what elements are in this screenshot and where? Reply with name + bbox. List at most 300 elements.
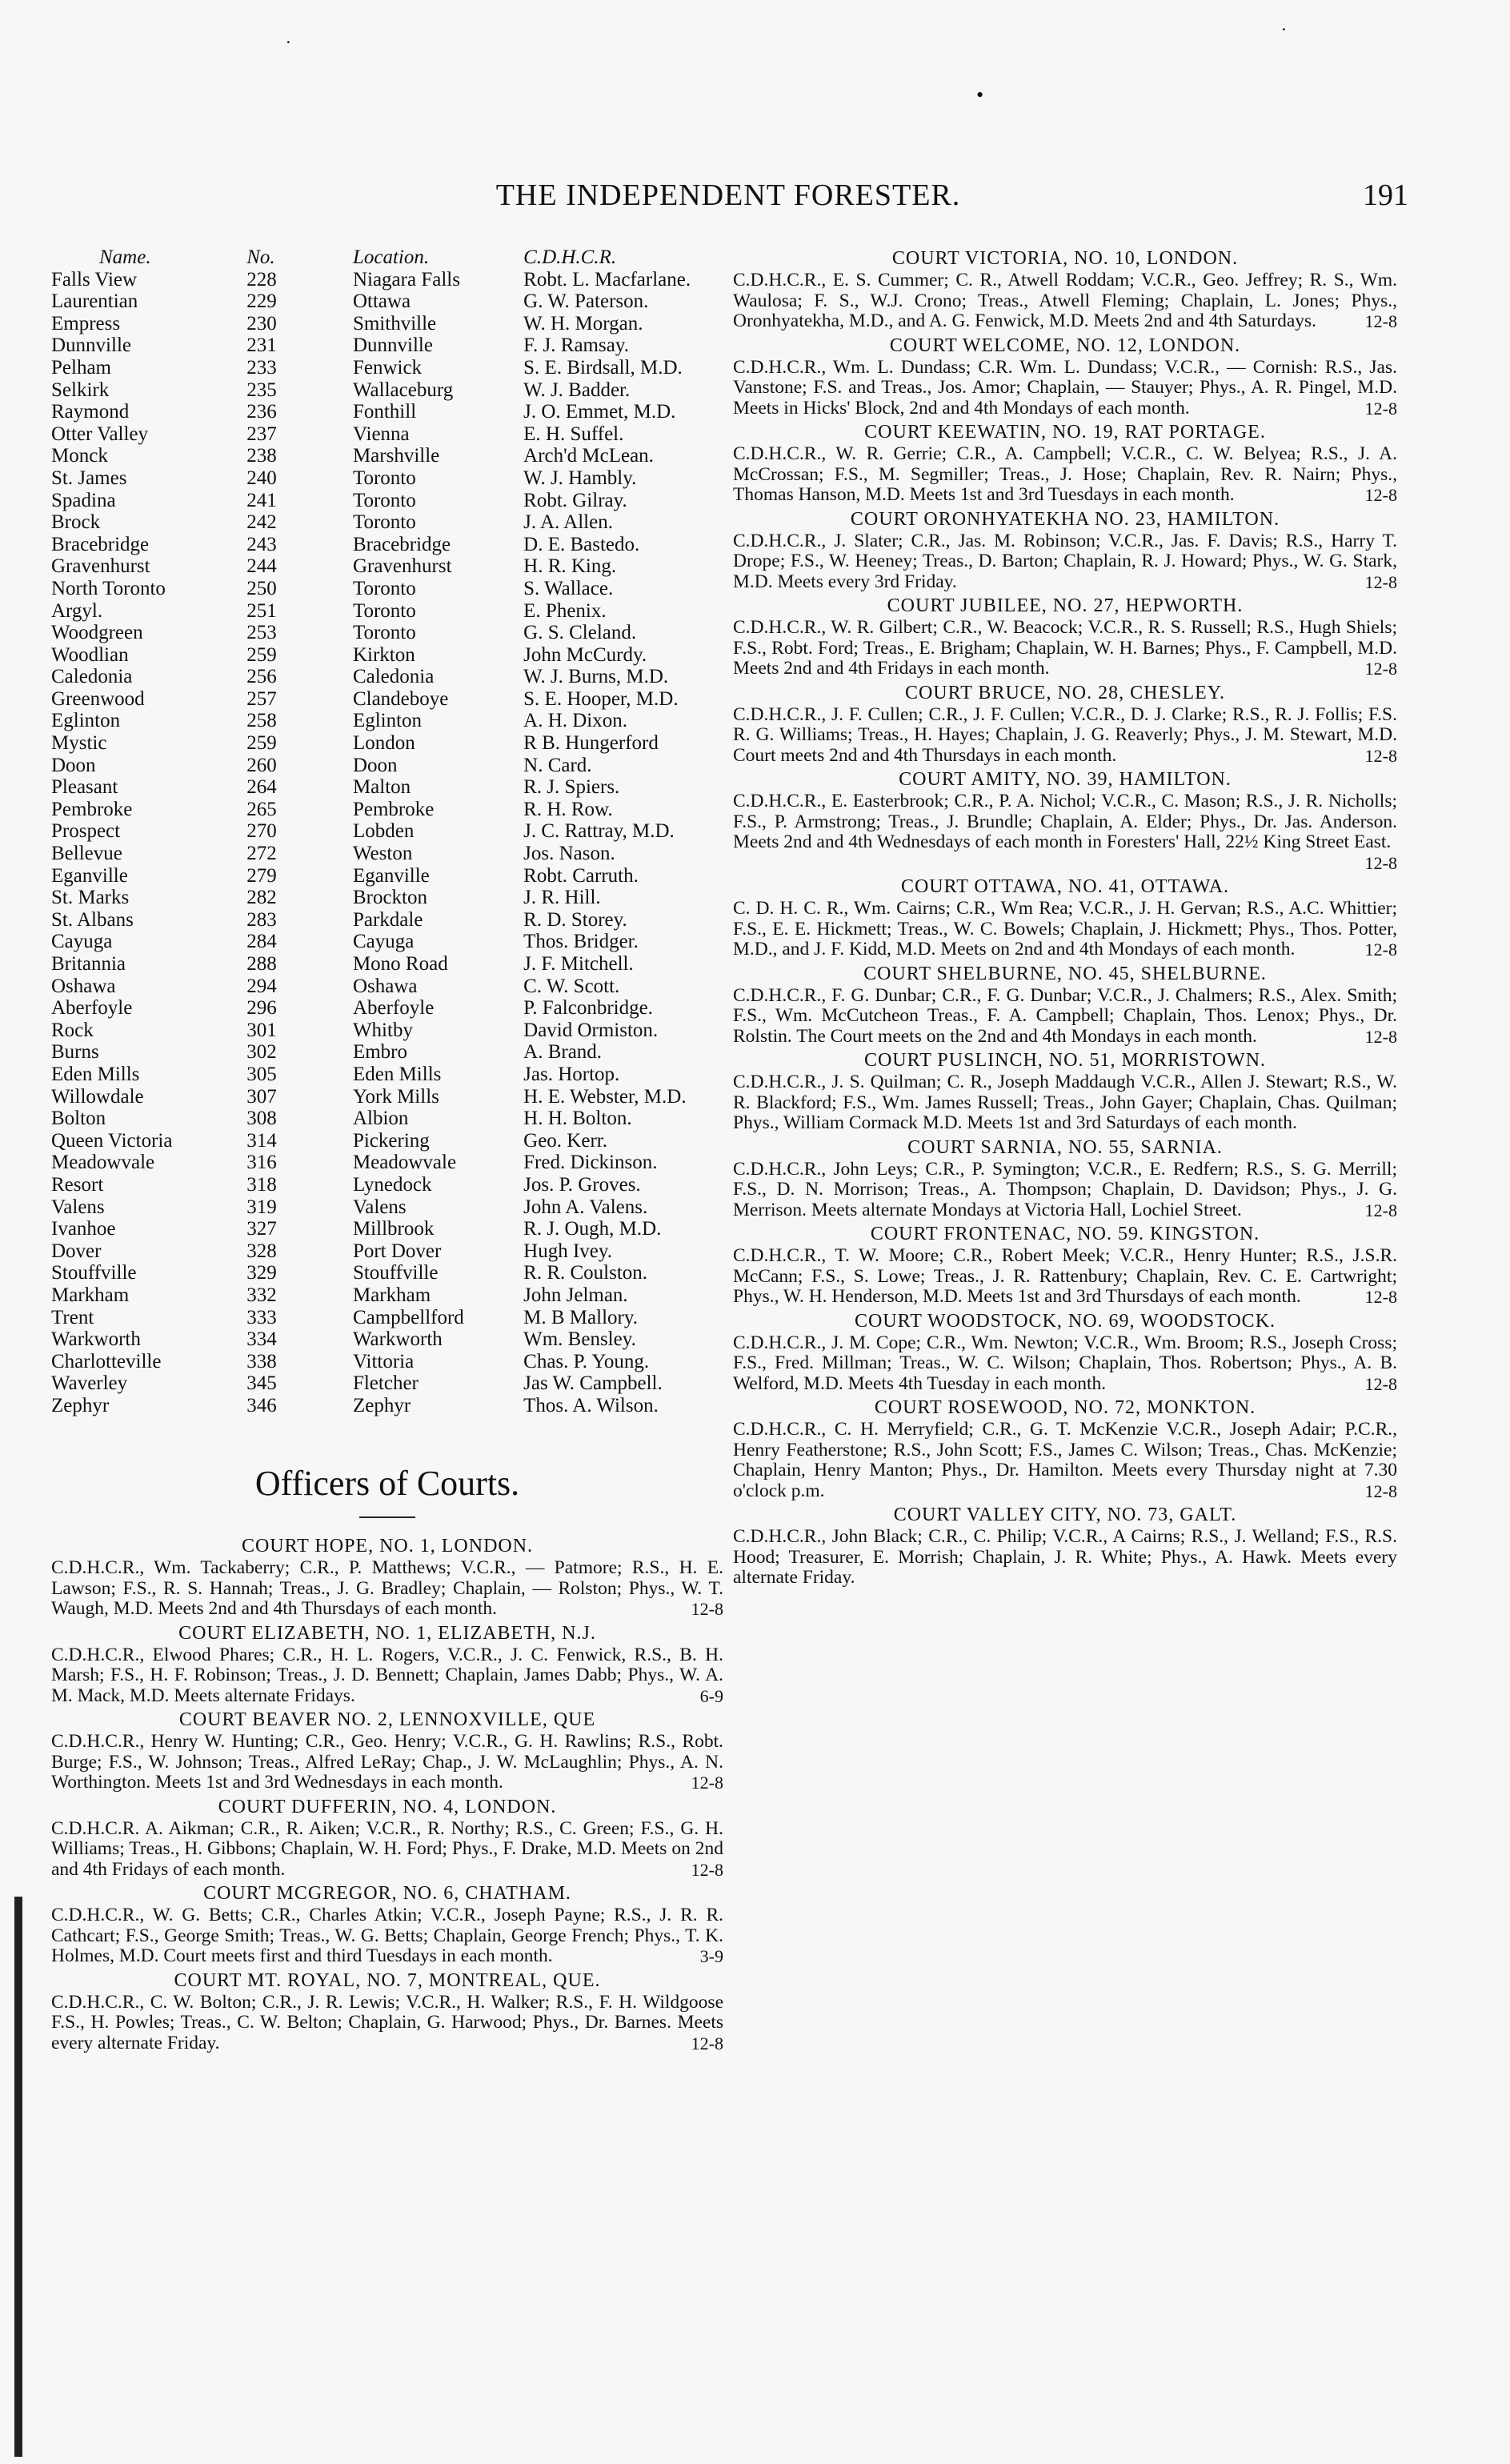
court-location: Toronto	[352, 577, 416, 599]
court-code: 12-8	[691, 1773, 723, 1793]
table-row	[51, 1240, 723, 1263]
speck-mark: •	[976, 83, 984, 106]
court-cdhcr: C. W. Scott.	[523, 975, 620, 997]
court-name: Waverley	[51, 1372, 128, 1395]
court-number: 260	[246, 754, 277, 776]
right-court-list	[733, 246, 1397, 1589]
court-code: 12-8	[1364, 571, 1397, 592]
court-entry	[733, 1396, 1397, 1501]
court-number: 257	[246, 687, 277, 710]
table-row	[51, 555, 723, 578]
court-cdhcr: Robt. L. Macfarlane.	[523, 268, 691, 290]
court-location: London	[352, 732, 415, 755]
court-cdhcr: R. J. Spiers.	[523, 776, 620, 799]
table-row	[51, 1064, 723, 1086]
court-officers-text	[733, 791, 1397, 873]
court-body: C. D. H. C. R., Wm. Cairns; C.R., Wm Rea; V.C.R., J. H. Gervan; R.S., A.C. Whittier; F.S., E. E. Hickmett; Treas., W. C. Bowels; Chaplain, J. Hickmett; Phys., Thos. Potter, M.D., and J. F. Kidd, M.D. Meets on 2nd and 4th Mondays of each month.	[733, 898, 1397, 960]
officers-heading: Officers of Courts.	[254, 1464, 520, 1504]
court-name: Markham	[51, 1284, 130, 1306]
court-cdhcr: S. Wallace.	[523, 577, 614, 599]
column-header-location: Location.	[352, 246, 430, 268]
court-location: Markham	[352, 1284, 431, 1306]
court-number: 235	[246, 379, 277, 401]
court-number: 327	[246, 1218, 277, 1240]
court-number: 333	[246, 1306, 277, 1328]
table-row	[51, 1196, 723, 1219]
court-number: 243	[246, 533, 277, 555]
court-location: Clandeboye	[352, 687, 449, 710]
table-row	[51, 953, 723, 976]
court-number: 301	[246, 1019, 277, 1041]
table-row	[51, 931, 723, 953]
court-officers-text	[733, 1527, 1397, 1589]
court-officers-text	[733, 444, 1397, 506]
court-number: 242	[246, 511, 277, 534]
court-location: Niagara Falls	[352, 268, 460, 290]
court-number: 334	[246, 1328, 277, 1351]
table-row	[51, 1108, 723, 1130]
court-number: 238	[246, 445, 277, 467]
court-entry	[733, 962, 1397, 1048]
court-heading: COURT OTTAWA, NO. 41, OTTAWA.	[900, 876, 1230, 897]
court-entry	[51, 1881, 723, 1967]
court-location: Albion	[352, 1108, 409, 1130]
court-officers-text	[51, 1645, 723, 1707]
court-cdhcr: R. H. Row.	[523, 798, 613, 820]
court-location: Warkworth	[352, 1328, 443, 1351]
court-number: 328	[246, 1240, 277, 1262]
court-number: 308	[246, 1108, 277, 1130]
court-cdhcr: W. H. Morgan.	[523, 312, 643, 335]
column-header-number: No.	[246, 246, 275, 268]
court-location: Whitby	[352, 1019, 413, 1041]
table-row	[51, 401, 723, 423]
court-number: 270	[246, 820, 277, 843]
court-location: Millbrook	[352, 1218, 435, 1240]
court-officers-text	[733, 1160, 1397, 1221]
court-location: Eden Mills	[352, 1063, 442, 1085]
column-header-name: Name.	[99, 246, 151, 268]
court-location: Port Dover	[352, 1240, 442, 1262]
court-number: 250	[246, 577, 277, 599]
court-name: Pelham	[51, 356, 111, 379]
court-location: Wallaceburg	[352, 379, 454, 401]
court-cdhcr: Hugh Ivey.	[523, 1240, 612, 1262]
court-cdhcr: S. E. Birdsall, M.D.	[523, 356, 683, 379]
court-code: 12-8	[691, 1599, 723, 1620]
court-number: 231	[246, 335, 277, 357]
court-heading: COURT ELIZABETH, NO. 1, ELIZABETH, N.J.	[178, 1622, 596, 1644]
court-cdhcr: Robt. Gilray.	[523, 489, 627, 511]
court-location: Fonthill	[352, 401, 417, 423]
court-number: 307	[246, 1085, 277, 1108]
court-cdhcr: W. J. Burns, M.D.	[523, 666, 669, 688]
court-cdhcr: W. J. Badder.	[523, 379, 631, 401]
court-cdhcr: Fred. Dickinson.	[523, 1152, 658, 1174]
court-number: 264	[246, 776, 277, 799]
table-row	[51, 467, 723, 490]
court-cdhcr: John A. Valens.	[523, 1196, 648, 1218]
binding-edge-shadow	[14, 1897, 22, 2457]
heading-rule	[359, 1516, 415, 1518]
court-name: Meadowvale	[51, 1152, 155, 1174]
table-row	[51, 534, 723, 556]
court-officers-text	[51, 1993, 723, 2054]
court-entry	[733, 1048, 1397, 1134]
court-entry	[733, 334, 1397, 419]
court-cdhcr: A. H. Dixon.	[523, 710, 627, 732]
court-directory-table	[51, 246, 723, 1416]
court-entry	[733, 594, 1397, 679]
court-location: Toronto	[352, 489, 416, 511]
court-location: Toronto	[352, 622, 416, 644]
court-name: Pleasant	[51, 776, 118, 799]
court-number: 228	[246, 268, 277, 290]
court-name: Resort	[51, 1173, 104, 1196]
court-name: St. Albans	[51, 908, 134, 931]
court-code: 12-8	[1364, 1480, 1397, 1501]
table-row	[51, 600, 723, 623]
court-name: North Toronto	[51, 577, 166, 599]
court-body: C.D.H.C.R., J. M. Cope; C.R., Wm. Newton; V.C.R., Wm. Broom; R.S., Joseph Cross; F.S., Fred. Millman; Treas., W. C. Wilson; Chaplain, Thos. Robertson; Phys., A. B. Welford, M.D. Meets 4th Tuesday in each month.	[733, 1332, 1397, 1394]
court-name: Selkirk	[51, 379, 110, 401]
court-number: 251	[246, 599, 277, 622]
court-number: 346	[246, 1394, 277, 1416]
court-cdhcr: H. H. Bolton.	[523, 1108, 632, 1130]
table-row	[51, 865, 723, 887]
court-name: Eden Mills	[51, 1063, 140, 1085]
court-name: Stouffville	[51, 1262, 137, 1284]
court-cdhcr: J. O. Emmet, M.D.	[523, 401, 676, 423]
court-location: Lynedock	[352, 1173, 432, 1196]
court-location: Mono Road	[352, 953, 448, 975]
court-location: Eganville	[352, 864, 430, 887]
court-number: 241	[246, 489, 277, 511]
table-row	[51, 776, 723, 799]
court-location: Doon	[352, 754, 398, 776]
table-row	[51, 313, 723, 335]
court-heading: COURT DUFFERIN, NO. 4, LONDON.	[218, 1796, 557, 1817]
court-location: Stouffville	[352, 1262, 439, 1284]
court-number: 318	[246, 1173, 277, 1196]
court-officers-text	[733, 1420, 1397, 1501]
court-cdhcr: D. E. Bastedo.	[523, 533, 640, 555]
court-location: Zephyr	[352, 1394, 411, 1416]
court-name: Laurentian	[51, 290, 138, 313]
court-name: Gravenhurst	[51, 555, 150, 578]
table-row	[51, 820, 723, 843]
table-row	[51, 578, 723, 600]
court-location: Vittoria	[352, 1350, 415, 1372]
court-name: Pembroke	[51, 798, 133, 820]
court-name: Argyl.	[51, 599, 103, 622]
court-cdhcr: P. Falconbridge.	[523, 997, 653, 1020]
court-body: C.D.H.C.R., W. G. Betts; C.R., Charles Atkin; V.C.R., Joseph Payne; R.S., J. R. R. Cathcart; F.S., George Smith; Treas., W. G. Betts; Chaplain, George French; Phys., T. K. Holmes, M.D. Court meets first and third Tuesdays in each month.	[51, 1905, 723, 1967]
court-entry	[733, 875, 1397, 960]
court-number: 283	[246, 908, 277, 931]
court-entry	[733, 507, 1397, 593]
court-location: Toronto	[352, 599, 416, 622]
court-cdhcr: Thos. A. Wilson.	[523, 1394, 659, 1416]
court-name: Greenwood	[51, 687, 145, 710]
court-code: 12-8	[1364, 1026, 1397, 1047]
court-location: Valens	[352, 1196, 407, 1218]
court-name: Bolton	[51, 1108, 106, 1130]
court-heading: COURT JUBILEE, NO. 27, HEPWORTH.	[887, 595, 1244, 616]
court-body: C.D.H.C.R., J. Slater; C.R., Jas. M. Robinson; V.C.R., Jas. F. Davis; R.S., Harry T. Drope; F.S., W. Heeney; Treas., D. Barton; Chaplain, R. J. Howard; Phys., W. G. Stark, M.D. Meets every 3rd Friday.	[733, 530, 1397, 592]
court-heading: COURT SHELBURNE, NO. 45, SHELBURNE.	[863, 963, 1267, 984]
court-number: 314	[246, 1129, 277, 1152]
column-header-cdhcr: C.D.H.C.R.	[523, 246, 617, 268]
court-cdhcr: H. R. King.	[523, 555, 617, 578]
court-code: 12-8	[1364, 398, 1397, 419]
court-officers-text	[51, 1905, 723, 1967]
table-row	[51, 1218, 723, 1240]
court-heading: COURT AMITY, NO. 39, HAMILTON.	[899, 769, 1232, 790]
court-location: Parkdale	[352, 908, 423, 931]
table-row	[51, 1262, 723, 1284]
table-row	[51, 887, 723, 909]
court-cdhcr: Robt. Carruth.	[523, 864, 639, 887]
court-location: Marshville	[352, 445, 440, 467]
court-number: 237	[246, 423, 277, 445]
court-body: C.D.H.C.R., E. S. Cummer; C. R., Atwell Roddam; V.C.R., Geo. Jeffrey; R. S., Wm. Waulosa; F. S., W.J. Crono; Treas., Atwell Fleming; Chaplain, L. Jones; Phys., Oronhyatekha, M.D., and A. G. Fenwick, M.D. Meets 2nd and 4th Saturdays.	[733, 270, 1397, 331]
court-location: Embro	[352, 1041, 407, 1064]
court-location: Lobden	[352, 820, 415, 843]
court-name: Otter Valley	[51, 423, 149, 445]
court-cdhcr: G. S. Cleland.	[523, 622, 637, 644]
court-name: Oshawa	[51, 975, 116, 997]
court-body: C.D.H.C.R., John Leys; C.R., P. Symington; V.C.R., E. Redfern; R.S., S. G. Merrill; F.S., D. N. Morrison; Treas., A. Thompson; Chaplain, D. Davidson; Phys., J. G. Merrison. Meets alternate Mondays at Victoria Hall, Lochiel Street.	[733, 1158, 1397, 1220]
court-number: 272	[246, 843, 277, 865]
court-location: Brockton	[352, 887, 427, 909]
table-row	[51, 997, 723, 1020]
court-body: C.D.H.C.R., J. S. Quilman; C. R., Joseph Maddaugh V.C.R., Allen J. Stewart; R.S., W. R. Blackford; F.S., Wm. James Russell; Treas., John Gayer; Chaplain, Chas. Quilman; Phys., William Cormack M.D. Meets 1st and 3rd Saturdays of each month.	[733, 1072, 1397, 1133]
table-row	[51, 1372, 723, 1395]
court-number: 338	[246, 1350, 277, 1372]
court-number: 230	[246, 312, 277, 335]
court-body: C.D.H.C.R. A. Aikman; C.R., R. Aiken; V.C.R., R. Northy; R.S., C. Green; F.S., G. H. Williams; Treas., H. Gibbons; Chaplain, W. H. Ford; Phys., F. Drake, M.D. Meets on 2nd and 4th Fridays of each month.	[51, 1817, 723, 1880]
court-number: 302	[246, 1041, 277, 1064]
court-location: Pembroke	[352, 798, 435, 820]
table-row	[51, 688, 723, 711]
court-cdhcr: J. F. Mitchell.	[523, 953, 634, 975]
court-name: Burns	[51, 1041, 99, 1064]
court-name: Dover	[51, 1240, 102, 1262]
court-location: Meadowvale	[352, 1152, 457, 1174]
court-heading: COURT VICTORIA, NO. 10, LONDON.	[891, 248, 1239, 269]
court-body: C.D.H.C.R., Elwood Phares; C.R., H. L. Rogers, V.C.R., J. C. Fenwick, R.S., B. H. Marsh; F.S., H. F. Robinson; Treas., J. D. Bennett; Chaplain, James Dabb; Phys., W. A. M. Mack, M.D. Meets alternate Fridays.	[51, 1644, 723, 1706]
table-header-row	[51, 246, 723, 269]
court-body: C.D.H.C.R., W. R. Gilbert; C.R., W. Beacock; V.C.R., R. S. Russell; R.S., Hugh Shiels; F.S., Robt. Ford; Treas., E. Brigham; Chaplain, W. H. Barnes; Phys., F. Campbell, M.D. Meets 2nd and 4th Fridays in each month.	[733, 617, 1397, 679]
court-number: 259	[246, 643, 277, 666]
court-officers-text	[51, 1819, 723, 1881]
court-code: 12-8	[1364, 940, 1397, 960]
court-cdhcr: E. H. Suffel.	[523, 423, 624, 445]
court-entry	[733, 1309, 1397, 1395]
table-row	[51, 1307, 723, 1329]
court-code: 6-9	[699, 1685, 723, 1706]
court-number: 296	[246, 997, 277, 1020]
court-officers-text	[51, 1732, 723, 1793]
court-cdhcr: W. J. Hambly.	[523, 467, 637, 489]
court-number: 265	[246, 798, 277, 820]
court-number: 282	[246, 887, 277, 909]
court-number: 229	[246, 290, 277, 313]
court-name: Eglinton	[51, 710, 121, 732]
court-cdhcr: R B. Hungerford	[523, 732, 659, 755]
court-name: Spadina	[51, 489, 116, 511]
court-cdhcr: M. B Mallory.	[523, 1306, 638, 1328]
table-row	[51, 1174, 723, 1196]
speck-mark: ˙	[1280, 24, 1288, 47]
court-officers-text	[733, 531, 1397, 593]
table-row	[51, 1020, 723, 1042]
court-body: C.D.H.C.R., T. W. Moore; C.R., Robert Meek; V.C.R., Henry Hunter; R.S., J.S.R. McCann; F.S., S. Lowe; Treas., J. R. Rattenbury; Chaplain, Rev. C. E. Cartwright; Phys., W. H. Henderson, M.D. Meets 1st and 3rd Thursdays of each month.	[733, 1245, 1397, 1307]
court-code: 12-8	[1364, 485, 1397, 505]
court-name: Eganville	[51, 864, 128, 887]
court-code: 12-8	[1364, 1287, 1397, 1307]
court-officers-text	[733, 1246, 1397, 1308]
table-row	[51, 755, 723, 777]
table-row	[51, 290, 723, 313]
court-heading: COURT WELCOME, NO. 12, LONDON.	[889, 335, 1241, 356]
court-heading: COURT ORONHYATEKHA NO. 23, HAMILTON.	[850, 508, 1280, 530]
court-name: Brock	[51, 511, 101, 534]
court-cdhcr: R. R. Coulston.	[523, 1262, 648, 1284]
court-location: Pickering	[352, 1129, 430, 1152]
court-name: Woodlian	[51, 643, 129, 666]
court-body: C.D.H.C.R., J. F. Cullen; C.R., J. F. Cullen; V.C.R., D. J. Clarke; R.S., R. J. Follis; F.S. R. G. Williams; Treas., H. Hayes; Chaplain, J. G. Reaverly; Phys., J. M. Stewart, M.D. Court meets 2nd and 4th Thursdays in each month.	[733, 703, 1397, 766]
court-location: Caledonia	[352, 666, 435, 688]
table-row	[51, 909, 723, 932]
court-location: Ottawa	[352, 290, 411, 313]
court-body: C.D.H.C.R., C. H. Merryfield; C.R., G. T. McKenzie V.C.R., Joseph Adair; P.C.R., Henry Featherstone; R.S., John Scott; F.S., James C. Wilson; Treas., Chas. McKenzie; Chaplain, Henry Manton; Phys., Dr. Hamilton. Meets every Thursday night at 7.30 o'clock p.m.	[733, 1419, 1397, 1501]
court-code: 12-8	[1364, 1200, 1397, 1220]
court-number: 319	[246, 1196, 277, 1218]
court-heading: COURT MT. ROYAL, NO. 7, MONTREAL, QUE.	[174, 1969, 601, 1991]
court-name: Bellevue	[51, 843, 122, 865]
court-officers-text	[733, 618, 1397, 679]
court-heading: COURT KEEWATIN, NO. 19, RAT PORTAGE.	[864, 422, 1266, 443]
court-number: 294	[246, 975, 277, 997]
court-name: Britannia	[51, 953, 126, 975]
table-row	[51, 666, 723, 688]
court-number: 288	[246, 953, 277, 975]
table-row	[51, 1351, 723, 1373]
table-row	[51, 445, 723, 467]
court-code: 12-8	[1364, 745, 1397, 766]
court-cdhcr: J. C. Rattray, M.D.	[523, 820, 675, 843]
court-entry	[733, 246, 1397, 332]
court-location: Bracebridge	[352, 533, 451, 555]
court-name: Mystic	[51, 732, 107, 755]
table-row	[51, 1086, 723, 1108]
court-officers-text	[733, 270, 1397, 332]
court-number: 256	[246, 666, 277, 688]
court-entry	[51, 1708, 723, 1793]
court-cdhcr: G. W. Paterson.	[523, 290, 649, 313]
left-column	[51, 246, 723, 2055]
court-name: Zephyr	[51, 1394, 110, 1416]
court-number: 329	[246, 1262, 277, 1284]
court-heading: COURT BEAVER NO. 2, LENNOXVILLE, QUE	[178, 1709, 596, 1731]
court-code: 12-8	[1364, 852, 1397, 873]
court-body: C.D.H.C.R., F. G. Dunbar; C.R., F. G. Dunbar; V.C.R., J. Chalmers; R.S., Alex. Smith; F.S., Wm. McCutcheon Treas., F. A. Campbell; Chaplain, Thos. Lenox; Phys., Dr. Rolstin. The Court meets on the 2nd and 4th Mondays in each month.	[733, 984, 1397, 1047]
court-cdhcr: E. Phenix.	[523, 599, 607, 622]
court-location: Oshawa	[352, 975, 418, 997]
court-code: 12-8	[1364, 311, 1397, 331]
court-entry	[51, 1621, 723, 1707]
court-location: Malton	[352, 776, 411, 799]
court-name: Aberfoyle	[51, 997, 133, 1020]
court-cdhcr: F. J. Ramsay.	[523, 335, 629, 357]
court-number: 284	[246, 931, 277, 953]
court-body: C.D.H.C.R., E. Easterbrook; C.R., P. A. Nichol; V.C.R., C. Mason; R.S., J. R. Nicholls; F.S., P. Armstrong; Treas., J. Brundle; Chaplain, A. Elder; Phys., Dr. Jas. Anderson. Meets 2nd and 4th Wednesdays of each month in Foresters' Hall, 22½ King Street East.	[733, 791, 1397, 852]
court-heading: COURT VALLEY CITY, NO. 73, GALT.	[893, 1504, 1237, 1525]
court-heading: COURT BRUCE, NO. 28, CHESLEY.	[904, 682, 1226, 703]
court-name: Rock	[51, 1019, 94, 1041]
court-location: Eglinton	[352, 710, 423, 732]
court-heading: COURT MCGREGOR, NO. 6, CHATHAM.	[203, 1883, 571, 1905]
court-name: Willowdale	[51, 1085, 144, 1108]
table-row	[51, 1152, 723, 1174]
court-name: Cayuga	[51, 931, 113, 953]
court-code: 12-8	[1364, 1373, 1397, 1394]
court-code: 12-8	[691, 2033, 723, 2053]
court-entry	[51, 1534, 723, 1620]
court-cdhcr: Thos. Bridger.	[523, 931, 639, 953]
court-location: Aberfoyle	[352, 997, 435, 1020]
court-cdhcr: Jos. Nason.	[523, 843, 615, 865]
court-cdhcr: R. D. Storey.	[523, 908, 627, 931]
court-officers-text	[733, 986, 1397, 1048]
court-cdhcr: Wm. Bensley.	[523, 1328, 636, 1351]
court-number: 233	[246, 356, 277, 379]
table-row	[51, 1328, 723, 1351]
court-number: 259	[246, 732, 277, 755]
court-location: Toronto	[352, 511, 416, 534]
court-heading: COURT SARNIA, NO. 55, SARNIA.	[907, 1136, 1223, 1158]
court-entry	[733, 681, 1397, 767]
court-cdhcr: A. Brand.	[523, 1041, 603, 1064]
court-entry	[733, 1222, 1397, 1308]
court-number: 305	[246, 1063, 277, 1085]
court-code: 3-9	[699, 1946, 723, 1967]
table-row	[51, 379, 723, 402]
court-location: Cayuga	[352, 931, 415, 953]
left-court-list	[51, 1534, 723, 2053]
speck-mark: ˙	[285, 37, 292, 60]
court-name: Falls View	[51, 268, 138, 290]
directory-rows	[51, 269, 723, 1417]
court-number: 240	[246, 467, 277, 489]
court-location: Dunnville	[352, 335, 433, 357]
court-cdhcr: John McCurdy.	[523, 643, 647, 666]
court-name: St. Marks	[51, 887, 130, 909]
court-location: Campbellford	[352, 1306, 464, 1328]
table-row	[51, 357, 723, 379]
court-entry	[733, 1503, 1397, 1589]
court-name: Monck	[51, 445, 108, 467]
table-row	[51, 490, 723, 512]
court-cdhcr: N. Card.	[523, 754, 592, 776]
court-number: 332	[246, 1284, 277, 1306]
court-entry	[733, 1136, 1397, 1221]
court-heading: COURT PUSLINCH, NO. 51, MORRISTOWN.	[863, 1050, 1267, 1071]
court-location: Smithville	[352, 312, 437, 335]
court-location: Kirkton	[352, 643, 415, 666]
